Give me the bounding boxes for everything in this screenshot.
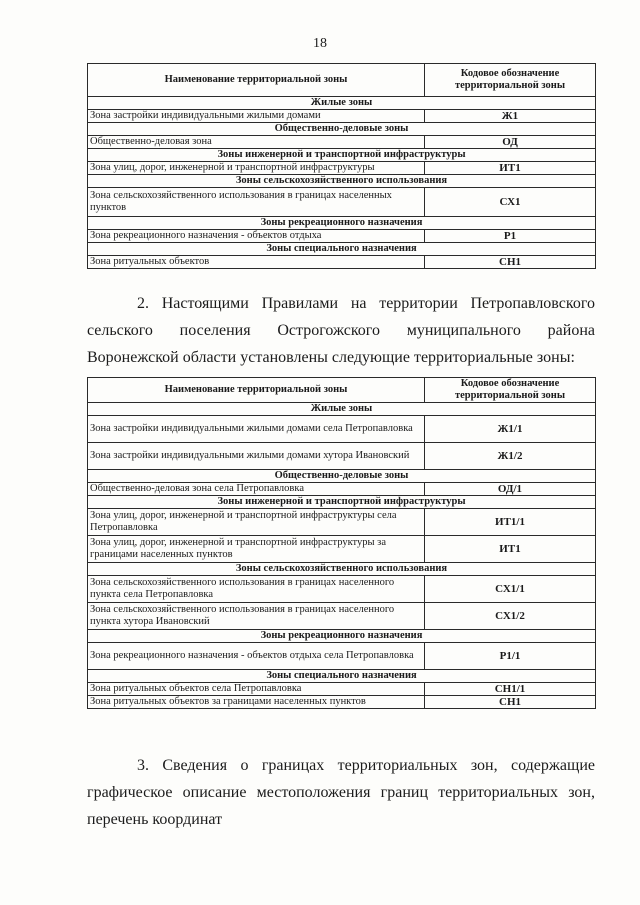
zone-name: Зона сельскохозяйственного использования в границах населенных пунктов [88,188,425,217]
table-row [88,188,596,217]
zone-name: Зона ритуальных объектов [88,256,425,269]
zone-name: Зона ритуальных объектов села Петропавловка [88,683,425,696]
table-row [88,643,596,670]
zone-name: Общественно-деловая зона села Петропавловка [88,483,425,496]
paragraph-3: 3. Сведения о границах территориальных зон, содержащие графическое описание местоположения границ территориальных зон, перечень координат [87,757,595,828]
zone-group-title: Зоны специального назначения [88,243,596,256]
zone-name: Зона улиц, дорог, инженерной и транспортной инфраструктуры за границами населенных пунктов [88,536,425,563]
zone-code: СН1/1 [425,683,596,696]
table-group-row [88,175,596,188]
table-row [88,696,596,709]
table-group-row [88,403,596,416]
table-header-name: Наименование территориальной зоны [88,64,425,97]
table-group-row [88,470,596,483]
table-group-row [88,243,596,256]
table-group-row [88,149,596,162]
table-header-code: Кодовое обозначение территориальной зоны [425,64,596,97]
zones-table-2 [87,377,596,709]
paragraph-2: 2. Настоящими Правилами на территории Петропавловского сельского поселения Острогожского муниципального района Воронежской области установлены следующие территориальные зоны: [87,295,595,366]
zone-group-title: Общественно-деловые зоны [88,470,596,483]
table-row [88,110,596,123]
zone-name: Зона застройки индивидуальными жилыми домами села Петропавловка [88,416,425,443]
zone-name: Зона сельскохозяйственного использования в границах населенного пункта хутора Ивановский [88,603,425,630]
table-row [88,162,596,175]
table-header-code: Кодовое обозначение территориальной зоны [425,378,596,403]
zone-group-title: Общественно-деловые зоны [88,123,596,136]
table-group-row [88,670,596,683]
page-number: 18 [313,36,327,51]
zone-code: СН1 [425,696,596,709]
zones-table-1 [87,63,596,269]
table-group-row [88,123,596,136]
zone-code: СХ1 [425,188,596,217]
table-row [88,683,596,696]
table-group-row [88,97,596,110]
zone-code: ОД/1 [425,483,596,496]
table-row [88,443,596,470]
zone-code: ОД [425,136,596,149]
table-group-row [88,217,596,230]
zone-group-title: Зоны сельскохозяйственного использования [88,175,596,188]
table-row [88,576,596,603]
zone-code: ИТ1 [425,162,596,175]
zone-code: СХ1/1 [425,576,596,603]
table-row [88,509,596,536]
zone-group-title: Жилые зоны [88,403,596,416]
zone-name: Зона сельскохозяйственного использования в границах населенного пункта села Петропавловка [88,576,425,603]
zone-group-title: Зоны специального назначения [88,670,596,683]
zone-name: Зона рекреационного назначения - объектов отдыха села Петропавловка [88,643,425,670]
zone-code: Ж1/1 [425,416,596,443]
zone-group-title: Зоны инженерной и транспортной инфраструктуры [88,149,596,162]
zone-code: ИТ1 [425,536,596,563]
zone-name: Зона застройки индивидуальными жилыми домами [88,110,425,123]
zone-name: Зона рекреационного назначения - объектов отдыха [88,230,425,243]
zone-code: ИТ1/1 [425,509,596,536]
zone-code: Р1/1 [425,643,596,670]
zone-name: Зона ритуальных объектов за границами населенных пунктов [88,696,425,709]
zone-group-title: Зоны рекреационного назначения [88,217,596,230]
table-row [88,483,596,496]
zone-code: Ж1 [425,110,596,123]
table-row [88,536,596,563]
table-row [88,603,596,630]
table-row [88,230,596,243]
zone-group-title: Зоны инженерной и транспортной инфраструктуры [88,496,596,509]
table-group-row [88,630,596,643]
zone-name: Общественно-деловая зона [88,136,425,149]
zone-code: СН1 [425,256,596,269]
table-row [88,136,596,149]
zone-group-title: Зоны рекреационного назначения [88,630,596,643]
table-group-row [88,563,596,576]
zone-group-title: Жилые зоны [88,97,596,110]
table-row [88,416,596,443]
zone-code: СХ1/2 [425,603,596,630]
zone-name: Зона улиц, дорог, инженерной и транспортной инфраструктуры села Петропавловка [88,509,425,536]
table-group-row [88,496,596,509]
zone-group-title: Зоны сельскохозяйственного использования [88,563,596,576]
zone-name: Зона улиц, дорог, инженерной и транспортной инфраструктуры [88,162,425,175]
table-header-name: Наименование территориальной зоны [88,378,425,403]
table-row [88,256,596,269]
zone-code: Р1 [425,230,596,243]
zone-name: Зона застройки индивидуальными жилыми домами хутора Ивановский [88,443,425,470]
zone-code: Ж1/2 [425,443,596,470]
